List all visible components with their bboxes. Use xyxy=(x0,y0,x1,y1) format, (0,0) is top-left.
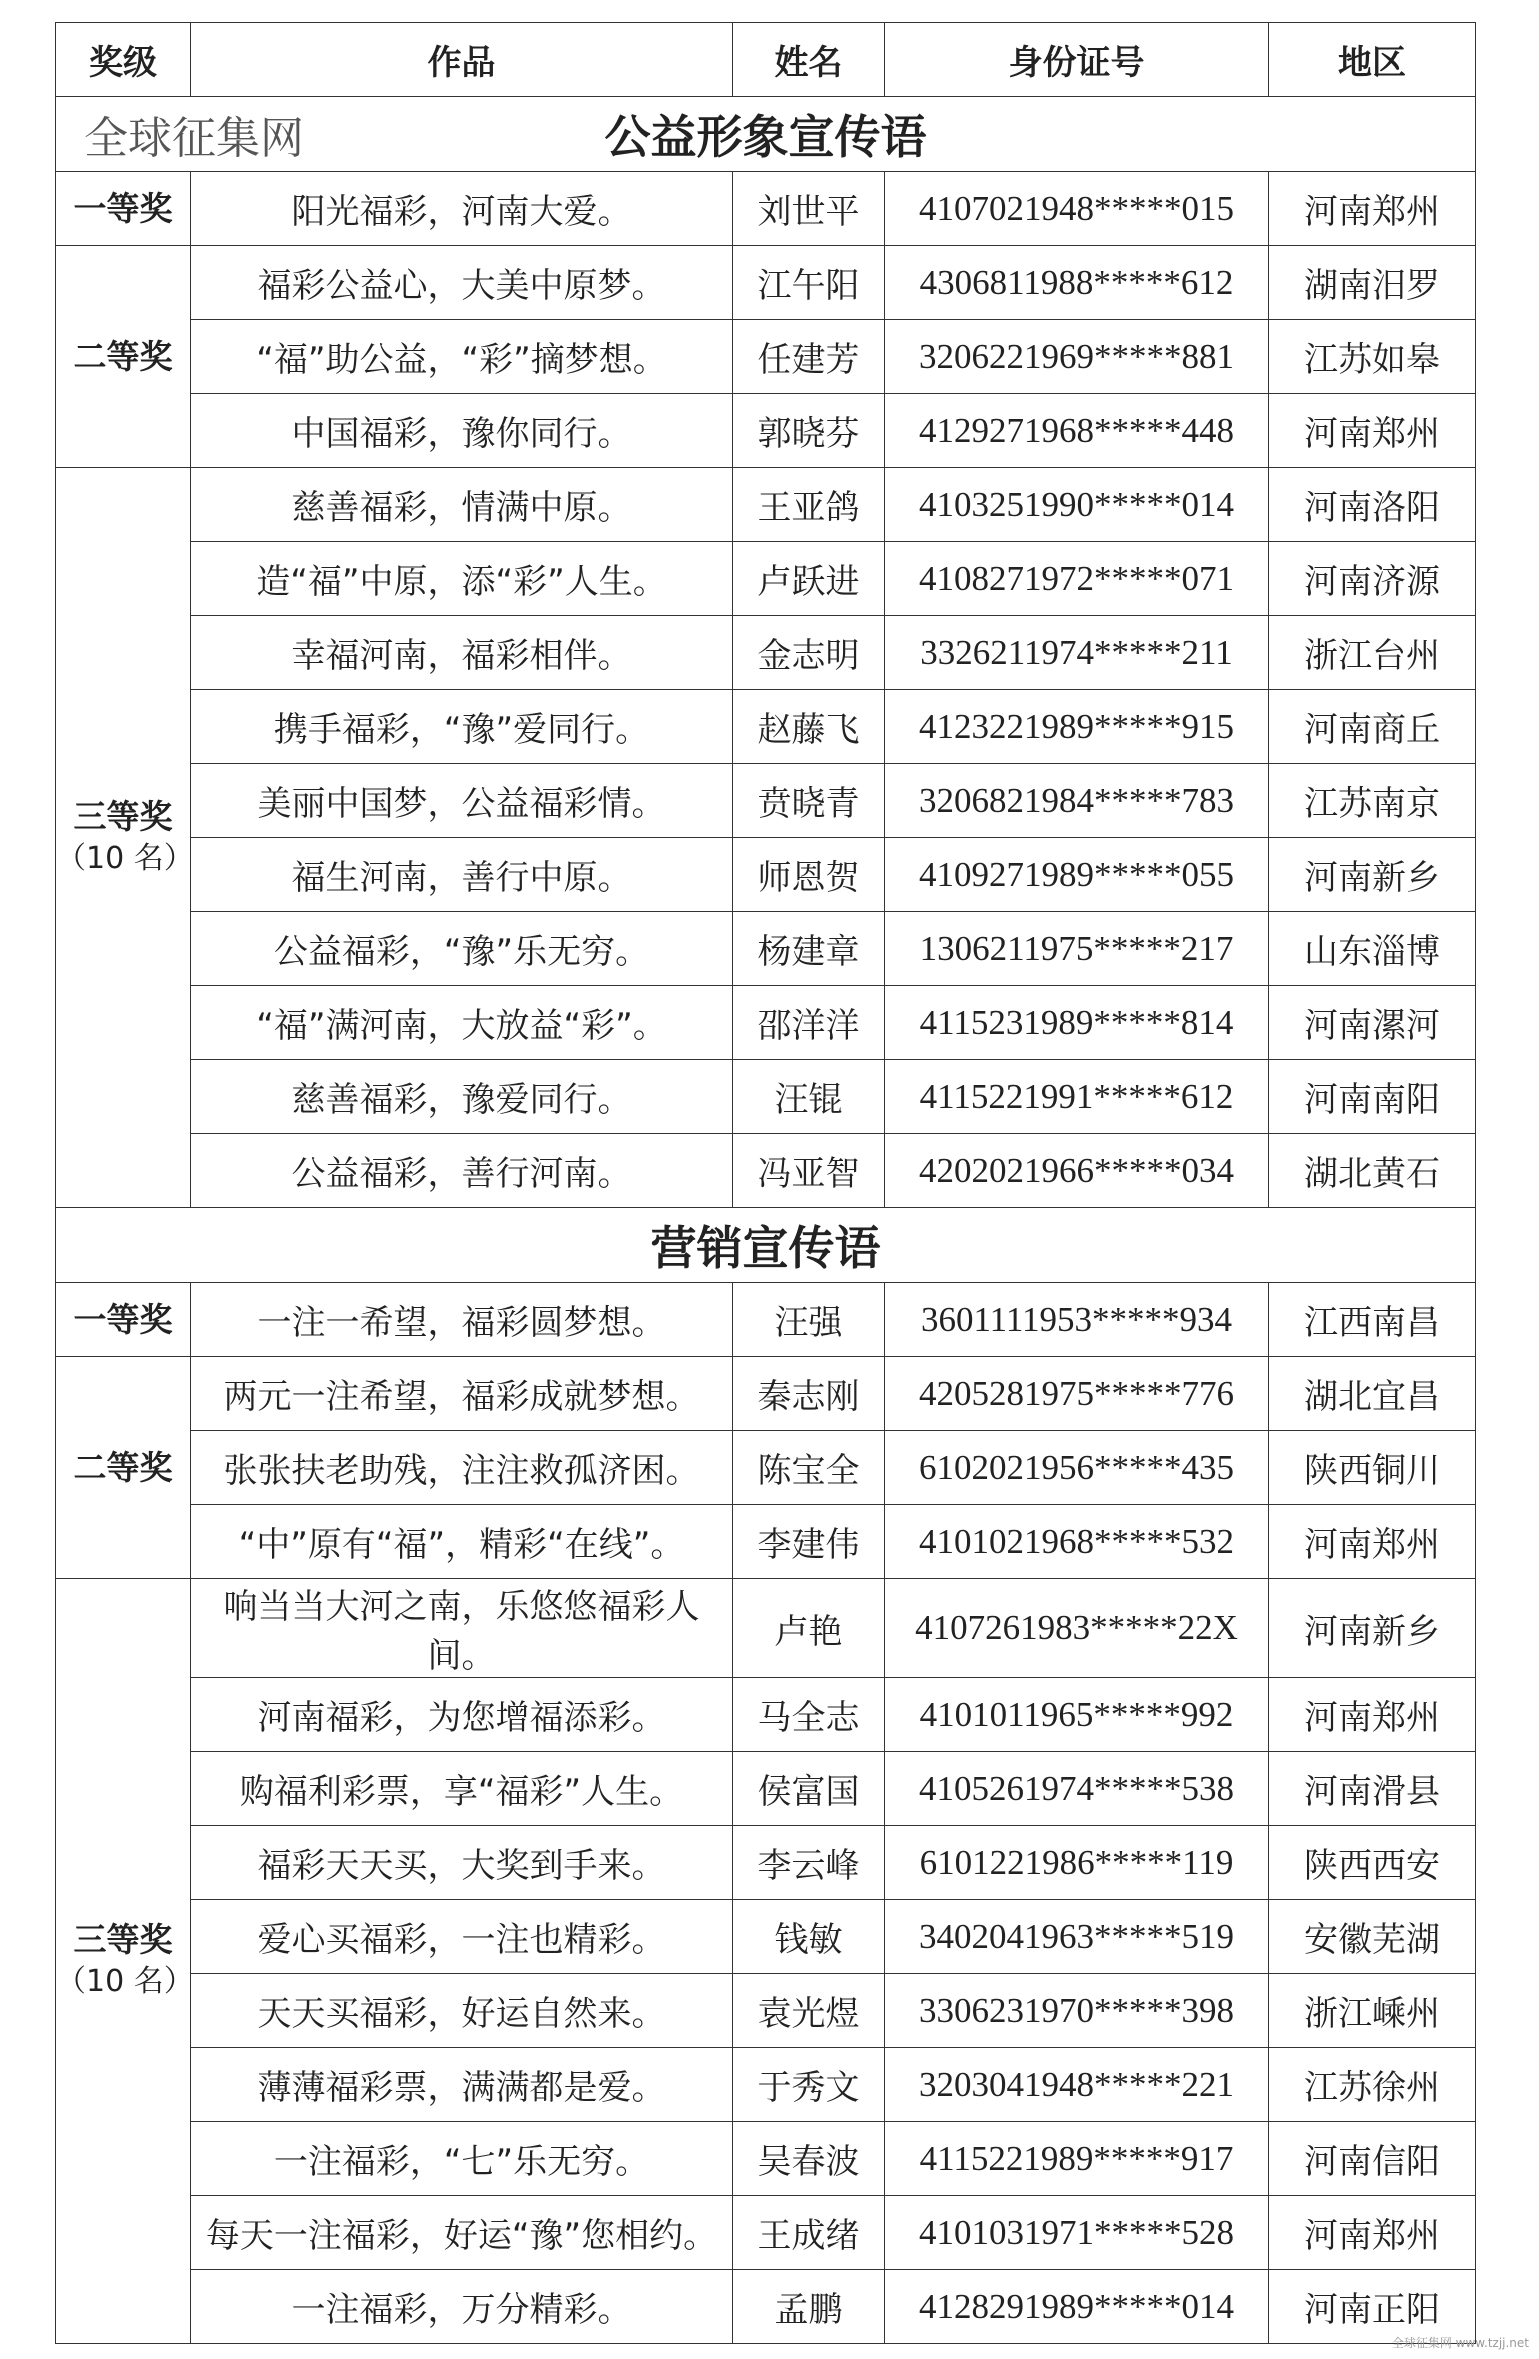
award-level-cell xyxy=(56,1579,194,2344)
region-cell: 河南济源 xyxy=(1269,542,1476,616)
region-cell: 湖北黄石 xyxy=(1269,1134,1476,1208)
work-cell: 携手福彩，“豫”爱同行。 xyxy=(191,690,733,764)
table-row xyxy=(56,1900,1476,1974)
work-cell: 造“福”中原，添“彩”人生。 xyxy=(191,542,733,616)
name-cell: 师恩贺 xyxy=(733,838,885,912)
work-cell: 阳光福彩，河南大爱。 xyxy=(191,172,733,246)
work-cell: 公益福彩，“豫”乐无穷。 xyxy=(191,912,733,986)
table-row xyxy=(56,246,1476,320)
region-cell: 湖北宜昌 xyxy=(1269,1357,1476,1431)
region-cell: 江西南昌 xyxy=(1269,1283,1476,1357)
id-number-cell: 3402041963*****519 xyxy=(885,1900,1269,1974)
award-count: （10 名） xyxy=(56,1964,194,1999)
table-row xyxy=(56,1678,1476,1752)
name-cell: 马全志 xyxy=(733,1678,885,1752)
work-cell: 慈善福彩，情满中原。 xyxy=(191,468,733,542)
name-cell: 刘世平 xyxy=(733,172,885,246)
id-number-cell: 3206221969*****881 xyxy=(885,320,1269,394)
work-cell: 张张扶老助残，注注救孤济困。 xyxy=(191,1431,733,1505)
region-cell: 河南郑州 xyxy=(1269,2196,1476,2270)
region-cell: 河南南阳 xyxy=(1269,1060,1476,1134)
header-region: 地区 xyxy=(1269,23,1476,97)
name-cell: 卢跃进 xyxy=(733,542,885,616)
section-cell xyxy=(56,1208,1476,1283)
table-row xyxy=(56,986,1476,1060)
name-cell: 袁光煜 xyxy=(733,1974,885,2048)
section-row xyxy=(56,97,1476,172)
id-number-cell: 4306811988*****612 xyxy=(885,246,1269,320)
name-cell: 江午阳 xyxy=(733,246,885,320)
header-award: 奖级 xyxy=(56,23,191,97)
region-cell: 浙江台州 xyxy=(1269,616,1476,690)
table-row xyxy=(56,1431,1476,1505)
work-cell: “福”助公益，“彩”摘梦想。 xyxy=(191,320,733,394)
name-cell: 于秀文 xyxy=(733,2048,885,2122)
work-cell: 慈善福彩，豫爱同行。 xyxy=(191,1060,733,1134)
table-row xyxy=(56,912,1476,986)
work-cell: “福”满河南，大放益“彩”。 xyxy=(191,986,733,1060)
table-row xyxy=(56,468,1476,542)
id-number-cell: 3206821984*****783 xyxy=(885,764,1269,838)
id-number-cell: 3306231970*****398 xyxy=(885,1974,1269,2048)
table-row xyxy=(56,394,1476,468)
name-cell: 李云峰 xyxy=(733,1826,885,1900)
table-row xyxy=(56,838,1476,912)
work-cell: 幸福河南，福彩相伴。 xyxy=(191,616,733,690)
id-number-cell: 4115221991*****612 xyxy=(885,1060,1269,1134)
region-cell: 河南郑州 xyxy=(1269,172,1476,246)
work-cell: 一注福彩，万分精彩。 xyxy=(191,2270,733,2344)
region-cell: 江苏南京 xyxy=(1269,764,1476,838)
id-number-cell: 4128291989*****014 xyxy=(885,2270,1269,2344)
table-row xyxy=(56,690,1476,764)
id-number-cell: 4105261974*****538 xyxy=(885,1752,1269,1826)
winners-table xyxy=(55,22,1476,2344)
work-cell: 一注一希望，福彩圆梦想。 xyxy=(191,1283,733,1357)
award-level: 二等奖 xyxy=(73,336,173,376)
id-number-cell: 4205281975*****776 xyxy=(885,1357,1269,1431)
header-id: 身份证号 xyxy=(885,23,1269,97)
table-row xyxy=(56,1579,1476,1678)
region-cell: 湖南汨罗 xyxy=(1269,246,1476,320)
award-level: 三等奖 xyxy=(73,796,173,836)
region-cell: 河南洛阳 xyxy=(1269,468,1476,542)
region-cell: 河南信阳 xyxy=(1269,2122,1476,2196)
work-cell: 每天一注福彩，好运“豫”您相约。 xyxy=(191,2196,733,2270)
id-number-cell: 4101031971*****528 xyxy=(885,2196,1269,2270)
name-cell: 秦志刚 xyxy=(733,1357,885,1431)
name-cell: 金志明 xyxy=(733,616,885,690)
region-cell: 山东淄博 xyxy=(1269,912,1476,986)
id-number-cell: 4129271968*****448 xyxy=(885,394,1269,468)
name-cell: 汪强 xyxy=(733,1283,885,1357)
award-level-cell xyxy=(56,468,194,1208)
name-cell: 钱敏 xyxy=(733,1900,885,1974)
award-level-cell xyxy=(56,1357,191,1579)
work-cell: 购福利彩票，享“福彩”人生。 xyxy=(191,1752,733,1826)
work-cell: 福彩天天买，大奖到手来。 xyxy=(191,1826,733,1900)
id-number-cell: 6102021956*****435 xyxy=(885,1431,1269,1505)
id-number-cell: 4101021968*****532 xyxy=(885,1505,1269,1579)
work-cell: 响当当大河之南，乐悠悠福彩人间。 xyxy=(191,1579,733,1678)
name-cell: 赵藤飞 xyxy=(733,690,885,764)
region-cell: 河南滑县 xyxy=(1269,1752,1476,1826)
work-cell: 天天买福彩，好运自然来。 xyxy=(191,1974,733,2048)
work-cell: 爱心买福彩，一注也精彩。 xyxy=(191,1900,733,1974)
table-row xyxy=(56,2122,1476,2196)
award-level: 一等奖 xyxy=(73,188,173,228)
award-level: 三等奖 xyxy=(73,1920,173,1959)
corner-watermark: 全球征集网 www.tzjj.net xyxy=(1391,2336,1529,2350)
name-cell: 孟鹏 xyxy=(733,2270,885,2344)
table-row xyxy=(56,1752,1476,1826)
id-number-cell: 3326211974*****211 xyxy=(885,616,1269,690)
work-cell: 中国福彩，豫你同行。 xyxy=(191,394,733,468)
region-cell: 陕西铜川 xyxy=(1269,1431,1476,1505)
name-cell: 侯富国 xyxy=(733,1752,885,1826)
work-cell: 公益福彩，善行河南。 xyxy=(191,1134,733,1208)
region-cell: 陕西西安 xyxy=(1269,1826,1476,1900)
id-number-cell: 4123221989*****915 xyxy=(885,690,1269,764)
work-cell: 福彩公益心，大美中原梦。 xyxy=(191,246,733,320)
table-row xyxy=(56,1974,1476,2048)
section-title: 营销宣传语 xyxy=(650,1221,881,1275)
region-cell: 河南新乡 xyxy=(1269,838,1476,912)
name-cell: 郭晓芬 xyxy=(733,394,885,468)
region-cell: 河南商丘 xyxy=(1269,690,1476,764)
id-number-cell: 4115231989*****814 xyxy=(885,986,1269,1060)
award-level-cell xyxy=(56,1283,191,1357)
id-number-cell: 1306211975*****217 xyxy=(885,912,1269,986)
header-name: 姓名 xyxy=(733,23,885,97)
region-cell: 河南正阳 xyxy=(1269,2270,1476,2344)
section-cell xyxy=(56,97,1476,172)
table-row xyxy=(56,2270,1476,2344)
region-cell: 河南漯河 xyxy=(1269,986,1476,1060)
table-row xyxy=(56,1357,1476,1431)
name-cell: 卢艳 xyxy=(733,1579,885,1678)
award-count: （10 名） xyxy=(56,840,194,876)
region-cell: 河南郑州 xyxy=(1269,1678,1476,1752)
award-level-cell xyxy=(56,246,191,468)
section-row xyxy=(56,1208,1476,1283)
table-row xyxy=(56,2196,1476,2270)
name-cell: 汪锟 xyxy=(733,1060,885,1134)
name-cell: 杨建章 xyxy=(733,912,885,986)
id-number-cell: 4107261983*****22X xyxy=(885,1579,1269,1678)
name-cell: 冯亚智 xyxy=(733,1134,885,1208)
region-cell: 江苏如皋 xyxy=(1269,320,1476,394)
award-level: 二等奖 xyxy=(73,1447,173,1487)
name-cell: 吴春波 xyxy=(733,2122,885,2196)
table-row xyxy=(56,2048,1476,2122)
table-row xyxy=(56,764,1476,838)
section-title: 公益形象宣传语 xyxy=(604,110,927,164)
region-cell: 江苏徐州 xyxy=(1269,2048,1476,2122)
region-cell: 河南郑州 xyxy=(1269,1505,1476,1579)
work-cell: “中”原有“福”，精彩“在线”。 xyxy=(191,1505,733,1579)
id-number-cell: 6101221986*****119 xyxy=(885,1826,1269,1900)
table-row xyxy=(56,1283,1476,1357)
id-number-cell: 3601111953*****934 xyxy=(885,1283,1269,1357)
region-cell: 河南郑州 xyxy=(1269,394,1476,468)
id-number-cell: 4115221989*****917 xyxy=(885,2122,1269,2196)
region-cell: 河南新乡 xyxy=(1269,1579,1476,1678)
table-row xyxy=(56,1134,1476,1208)
header-work: 作品 xyxy=(191,23,733,97)
id-number-cell: 3203041948*****221 xyxy=(885,2048,1269,2122)
id-number-cell: 4108271972*****071 xyxy=(885,542,1269,616)
id-number-cell: 4107021948*****015 xyxy=(885,172,1269,246)
work-cell: 两元一注希望，福彩成就梦想。 xyxy=(191,1357,733,1431)
table-body xyxy=(56,97,1476,2344)
id-number-cell: 4202021966*****034 xyxy=(885,1134,1269,1208)
table-row xyxy=(56,1826,1476,1900)
table-row xyxy=(56,1060,1476,1134)
name-cell: 王亚鸽 xyxy=(733,468,885,542)
table-row xyxy=(56,542,1476,616)
work-cell: 薄薄福彩票，满满都是爱。 xyxy=(191,2048,733,2122)
award-level: 一等奖 xyxy=(73,1299,173,1339)
name-cell: 王成绪 xyxy=(733,2196,885,2270)
work-cell: 河南福彩，为您增福添彩。 xyxy=(191,1678,733,1752)
table-row xyxy=(56,1505,1476,1579)
region-cell: 浙江嵊州 xyxy=(1269,1974,1476,2048)
work-cell: 福生河南，善行中原。 xyxy=(191,838,733,912)
table-row xyxy=(56,616,1476,690)
id-number-cell: 4109271989*****055 xyxy=(885,838,1269,912)
work-cell: 美丽中国梦，公益福彩情。 xyxy=(191,764,733,838)
work-cell: 一注福彩，“七”乐无穷。 xyxy=(191,2122,733,2196)
table-row xyxy=(56,172,1476,246)
watermark-text: 全球征集网 xyxy=(84,113,304,164)
name-cell: 邵洋洋 xyxy=(733,986,885,1060)
name-cell: 李建伟 xyxy=(733,1505,885,1579)
table-row xyxy=(56,320,1476,394)
name-cell: 任建芳 xyxy=(733,320,885,394)
name-cell: 贲晓青 xyxy=(733,764,885,838)
award-level-cell xyxy=(56,172,191,246)
header-row xyxy=(56,23,1476,97)
id-number-cell: 4101011965*****992 xyxy=(885,1678,1269,1752)
name-cell: 陈宝全 xyxy=(733,1431,885,1505)
id-number-cell: 4103251990*****014 xyxy=(885,468,1269,542)
region-cell: 安徽芜湖 xyxy=(1269,1900,1476,1974)
